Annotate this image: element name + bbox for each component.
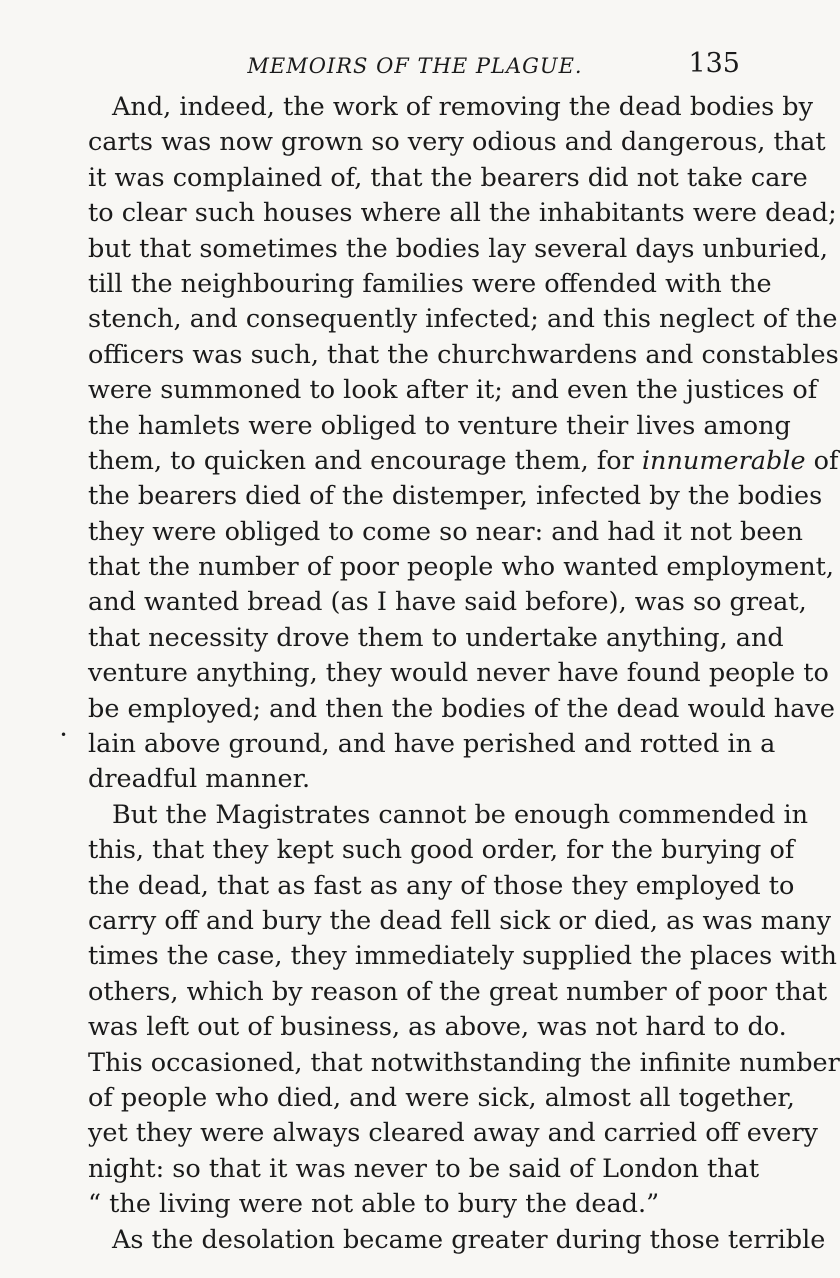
text-line: till the neighbouring families were offended with the	[88, 268, 772, 299]
page-number: 135	[688, 48, 740, 79]
text-line: night: so that it was never to be said of London that	[88, 1153, 760, 1184]
text-line: be employed; and then the bodies of the dead would have	[88, 693, 835, 724]
text-line: venture anything, they would never have found people to	[88, 658, 829, 689]
text-line: But the Magistrates cannot be enough commended in	[112, 799, 809, 830]
italic-word: innumerable	[641, 445, 806, 476]
text-line: stench, and consequently infected; and this neglect of the	[88, 304, 838, 335]
running-head: MEMOIRS OF THE PLAGUE.	[247, 54, 583, 78]
text-line: times the case, they immediately supplied the places with	[88, 941, 837, 972]
text-line: This occasioned, that notwithstanding the infinite number	[88, 1047, 840, 1078]
text-line: that necessity drove them to undertake anything, and	[88, 622, 784, 653]
text-line: the hamlets were obliged to venture their lives among	[88, 410, 791, 441]
body-text	[88, 90, 840, 1258]
text-line: and wanted bread (as I have said before), was so great,	[88, 587, 807, 618]
margin-mark: •	[60, 728, 68, 742]
text-line: “ the living were not able to bury the dead.”	[88, 1189, 660, 1220]
text-line: to clear such houses where all the inhabitants were dead;	[88, 198, 837, 229]
text-line: yet they were always cleared away and carried off every	[88, 1118, 818, 1149]
text-line: the bearers died of the distemper, infected by the bodies	[88, 481, 823, 512]
text-line: it was complained of, that the bearers did not take care	[88, 162, 808, 193]
text-line: of people who died, and were sick, almost all together,	[88, 1082, 795, 1113]
text-line: them, to quicken and encourage them, for innumerable of	[88, 445, 839, 476]
text-line: they were obliged to come so near: and had it not been	[88, 516, 803, 547]
text-line: officers was such, that the churchwardens and constables	[88, 339, 839, 370]
text-line: dreadful manner.	[88, 764, 311, 795]
text-line: was left out of business, as above, was not hard to do.	[88, 1012, 787, 1043]
text-line: this, that they kept such good order, for the burying of	[88, 835, 795, 866]
page-header	[90, 48, 740, 88]
text-line: As the desolation became greater during those terrible	[112, 1224, 826, 1255]
text-line: carry off and bury the dead fell sick or died, as was many	[88, 905, 831, 936]
text-line: others, which by reason of the great number of poor that	[88, 976, 828, 1007]
text-line: carts was now grown so very odious and dangerous, that	[88, 127, 826, 158]
text-line: lain above ground, and have perished and rotted in a	[88, 729, 776, 760]
text-line: that the number of poor people who wanted employment,	[88, 552, 834, 583]
text-line: but that sometimes the bodies lay several days unburied,	[88, 233, 828, 264]
text-line: were summoned to look after it; and even the justices of	[88, 375, 818, 406]
text-line: And, indeed, the work of removing the dead bodies by	[112, 92, 813, 122]
text-line: the dead, that as fast as any of those they employed to	[88, 870, 795, 901]
